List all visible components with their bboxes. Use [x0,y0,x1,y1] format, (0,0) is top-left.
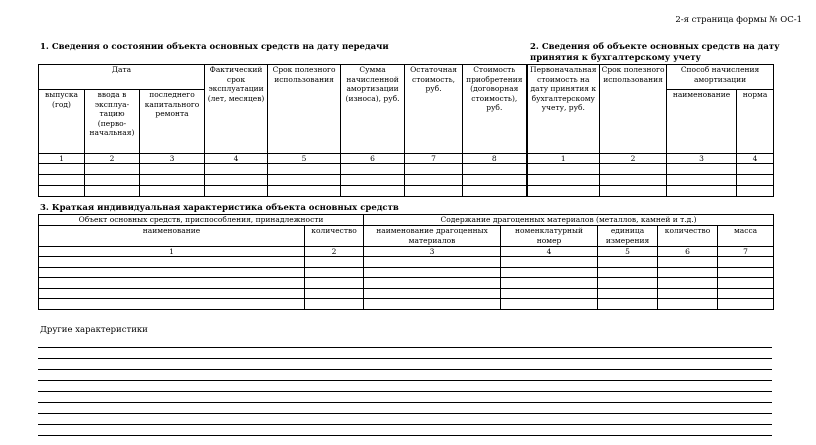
col-number: 2 [600,154,667,164]
col-number: 4 [501,247,598,257]
header-acquisition: Стоимость приобретения (договорная стоимость), руб. [463,65,527,154]
section-3-table [38,214,774,310]
fill-line[interactable] [38,424,772,425]
header-precious-group: Содержание драгоценных материалов (металлов, камней и т.д.) [364,215,774,226]
other-characteristics-label: Другие характеристики [40,325,148,335]
fill-line[interactable] [38,413,772,414]
header-commissioning: ввода в эксплуа-тацию (перво-начальная) [85,90,140,154]
table-row [39,267,774,278]
col-number: 8 [463,154,527,164]
section2-title: 2. Сведения об объекте основных средств на дату принятия к бухгалтерскому учету [530,42,780,63]
table-row [39,175,774,186]
col-number: 6 [658,247,718,257]
fill-line[interactable] [38,435,772,436]
col-number: 5 [268,154,341,164]
col-number: 7 [718,247,774,257]
header-precious-quantity: количество [658,226,718,247]
col-number: 2 [85,154,140,164]
col-number: 3 [364,247,501,257]
table-row [39,257,774,268]
header-method-norm: норма [737,90,774,154]
header-nomenclature: номенклатурный номер [501,226,598,247]
header-precious-name: наименование драгоценных материалов [364,226,501,247]
header-object-group: Объект основных средств, приспособления, принадлежности [39,215,364,226]
fill-line[interactable] [38,402,772,403]
header-method: Способ начисления амортизации [667,65,774,90]
col-number: 4 [737,154,774,164]
col-number: 2 [305,247,364,257]
page-note: 2-я страница формы № ОС-1 [675,15,802,25]
header-residual: Остаточная стоимость, руб. [405,65,463,154]
table-row [39,164,774,175]
col-number: 3 [667,154,737,164]
table-row [39,186,774,197]
header-actual-term: Фактический срок эксплуатации (лет, месяцев) [205,65,268,154]
header-useful-life-2: Срок полезного использования [600,65,667,154]
header-last-repair: последнего капитального ремонта [140,90,205,154]
fill-line[interactable] [38,380,772,381]
col-number: 7 [405,154,463,164]
header-useful-life-1: Срок полезного использования [268,65,341,154]
col-number: 6 [341,154,405,164]
fill-line[interactable] [38,391,772,392]
sections-1-2-table [38,64,774,197]
col-number: 1 [39,154,85,164]
header-depreciation: Сумма начисленной амортизации (износа), руб. [341,65,405,154]
header-date: Дата [39,65,205,90]
fill-line[interactable] [38,358,772,359]
col-number: 1 [527,154,600,164]
header-unit: единица измерения [598,226,658,247]
section3-title: 3. Краткая индивидуальная характеристика объекта основных средств [40,203,399,213]
header-mass: масса [718,226,774,247]
header-release: выпуска (год) [39,90,85,154]
table-row [39,288,774,299]
col-number: 3 [140,154,205,164]
header-method-name: наименование [667,90,737,154]
table-row [39,299,774,310]
header-quantity: количество [305,226,364,247]
table-row [39,278,774,289]
section1-title: 1. Сведения о состоянии объекта основных средств на дату передачи [40,42,389,52]
col-number: 1 [39,247,305,257]
header-initial-cost: Первоначальная стоимость на дату принятия к бухгалтерскому учету, руб. [527,65,600,154]
fill-line[interactable] [38,347,772,348]
fill-line[interactable] [38,369,772,370]
col-number: 4 [205,154,268,164]
col-number: 5 [598,247,658,257]
header-name: наименование [39,226,305,247]
